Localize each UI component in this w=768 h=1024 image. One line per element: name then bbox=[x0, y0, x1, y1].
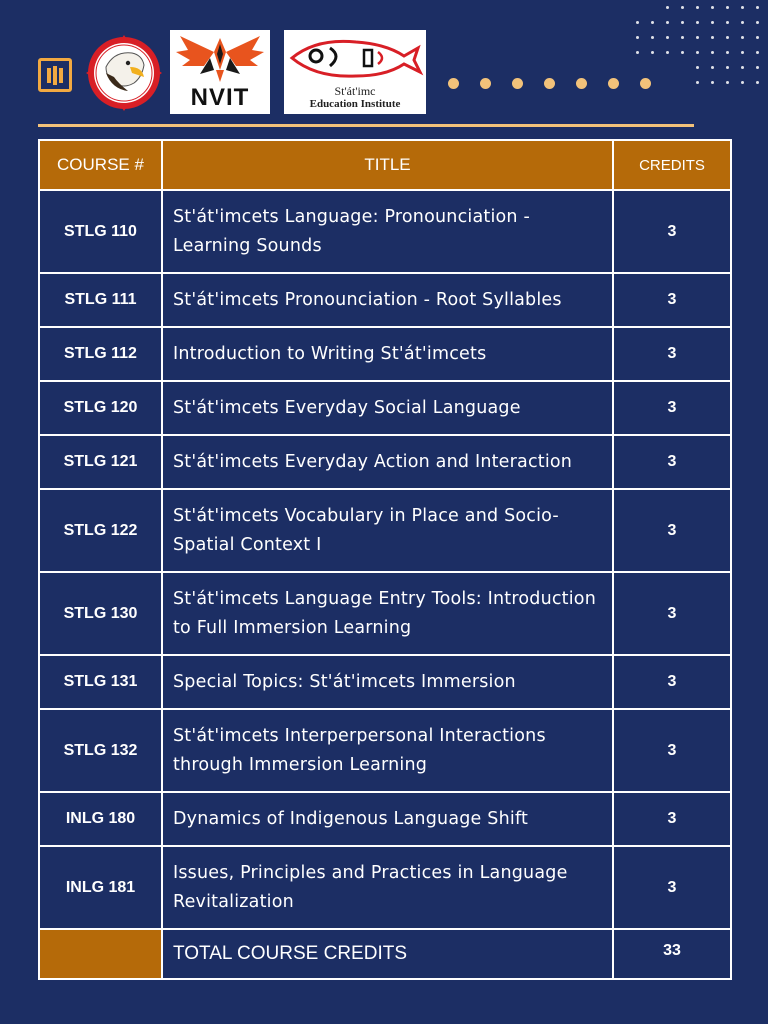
decorative-dot bbox=[544, 78, 555, 89]
decorative-dot bbox=[711, 6, 714, 9]
total-empty-cell bbox=[39, 929, 162, 979]
course-credits: 3 bbox=[613, 435, 731, 489]
decorative-dot bbox=[711, 51, 714, 54]
decorative-dot bbox=[711, 66, 714, 69]
course-code: STLG 131 bbox=[39, 655, 162, 709]
course-title: Issues, Principles and Practices in Language Revitalization bbox=[162, 846, 613, 929]
decorative-dot bbox=[711, 81, 714, 84]
decorative-dot bbox=[608, 78, 619, 89]
table-row bbox=[39, 489, 731, 572]
course-credits: 3 bbox=[613, 846, 731, 929]
decorative-dot bbox=[576, 78, 587, 89]
decorative-dot bbox=[726, 36, 729, 39]
table-row bbox=[39, 381, 731, 435]
header-credits: CREDITS bbox=[613, 140, 731, 190]
decorative-dot bbox=[448, 78, 459, 89]
course-code: STLG 132 bbox=[39, 709, 162, 792]
course-title: St'át'imcets Interperpersonal Interactions through Immersion Learning bbox=[162, 709, 613, 792]
table-row bbox=[39, 435, 731, 489]
table-row bbox=[39, 655, 731, 709]
table-header-row bbox=[39, 140, 731, 190]
decorative-dot bbox=[666, 21, 669, 24]
course-code: STLG 130 bbox=[39, 572, 162, 655]
decorative-dot bbox=[681, 21, 684, 24]
decorative-dot bbox=[741, 6, 744, 9]
total-row bbox=[39, 929, 731, 979]
decorative-dot bbox=[726, 66, 729, 69]
course-credits: 3 bbox=[613, 190, 731, 273]
decorative-dot bbox=[480, 78, 491, 89]
course-credits: 3 bbox=[613, 489, 731, 572]
decorative-dot bbox=[741, 66, 744, 69]
sei-logo-line2: Education Institute bbox=[309, 98, 401, 110]
course-credits: 3 bbox=[613, 273, 731, 327]
course-title: St'át'imcets Pronounciation - Root Syllables bbox=[162, 273, 613, 327]
decorative-dot bbox=[756, 21, 759, 24]
decorative-dot bbox=[651, 21, 654, 24]
nvit-logo-text: NVIT bbox=[190, 84, 250, 111]
menu-icon[interactable] bbox=[38, 58, 72, 92]
course-title: Introduction to Writing St'át'imcets bbox=[162, 327, 613, 381]
course-title: St'át'imcets Language Entry Tools: Introduction to Full Immersion Learning bbox=[162, 572, 613, 655]
decorative-dot bbox=[726, 21, 729, 24]
course-code: STLG 112 bbox=[39, 327, 162, 381]
decorative-dot bbox=[756, 66, 759, 69]
course-credits: 3 bbox=[613, 655, 731, 709]
thunderbird-icon bbox=[170, 30, 270, 90]
total-label: TOTAL COURSE CREDITS bbox=[162, 929, 613, 979]
header-logos bbox=[38, 28, 698, 116]
table-row bbox=[39, 792, 731, 846]
course-credits: 3 bbox=[613, 572, 731, 655]
eagle-logo bbox=[84, 33, 164, 113]
decorative-dot bbox=[666, 6, 669, 9]
decorative-dot bbox=[636, 21, 639, 24]
course-title: St'át'imcets Everyday Action and Interaction bbox=[162, 435, 613, 489]
decorative-dot bbox=[741, 51, 744, 54]
course-code: INLG 180 bbox=[39, 792, 162, 846]
decorative-dot bbox=[741, 21, 744, 24]
decorative-dot bbox=[741, 81, 744, 84]
decorative-dot bbox=[711, 36, 714, 39]
course-code: STLG 122 bbox=[39, 489, 162, 572]
course-title: St'át'imcets Everyday Social Language bbox=[162, 381, 613, 435]
decorative-dot bbox=[711, 21, 714, 24]
course-code: STLG 120 bbox=[39, 381, 162, 435]
decorative-dot bbox=[640, 78, 651, 89]
nvit-logo bbox=[170, 30, 270, 114]
decorative-dot bbox=[696, 21, 699, 24]
decorative-dot bbox=[756, 81, 759, 84]
course-code: STLG 121 bbox=[39, 435, 162, 489]
header-course: COURSE # bbox=[39, 140, 162, 190]
decorative-dot bbox=[681, 6, 684, 9]
course-table bbox=[38, 139, 730, 980]
header-divider bbox=[38, 124, 694, 127]
decorative-dot bbox=[726, 6, 729, 9]
table-row bbox=[39, 572, 731, 655]
table-row bbox=[39, 846, 731, 929]
course-credits: 3 bbox=[613, 381, 731, 435]
table-row bbox=[39, 190, 731, 273]
course-code: INLG 181 bbox=[39, 846, 162, 929]
sei-logo bbox=[284, 30, 426, 114]
table-row bbox=[39, 273, 731, 327]
course-title: Dynamics of Indigenous Language Shift bbox=[162, 792, 613, 846]
decorative-dot bbox=[756, 36, 759, 39]
decorative-dot bbox=[726, 51, 729, 54]
table-row bbox=[39, 327, 731, 381]
decorative-dot bbox=[741, 36, 744, 39]
salmon-icon bbox=[286, 32, 424, 84]
decorative-dot bbox=[756, 6, 759, 9]
decorative-dot bbox=[726, 81, 729, 84]
decorative-dot bbox=[696, 6, 699, 9]
decorative-dot bbox=[756, 51, 759, 54]
header-title: TITLE bbox=[162, 140, 613, 190]
course-code: STLG 111 bbox=[39, 273, 162, 327]
course-credits: 3 bbox=[613, 709, 731, 792]
course-code: STLG 110 bbox=[39, 190, 162, 273]
table-row bbox=[39, 709, 731, 792]
total-credits: 33 bbox=[613, 929, 731, 979]
sei-logo-line1: St'át'imc bbox=[334, 84, 376, 98]
course-credits: 3 bbox=[613, 327, 731, 381]
course-title: St'át'imcets Vocabulary in Place and Socio-Spatial Context I bbox=[162, 489, 613, 572]
course-title: St'át'imcets Language: Pronounciation - Learning Sounds bbox=[162, 190, 613, 273]
course-title: Special Topics: St'át'imcets Immersion bbox=[162, 655, 613, 709]
course-credits: 3 bbox=[613, 792, 731, 846]
decorative-dot bbox=[512, 78, 523, 89]
